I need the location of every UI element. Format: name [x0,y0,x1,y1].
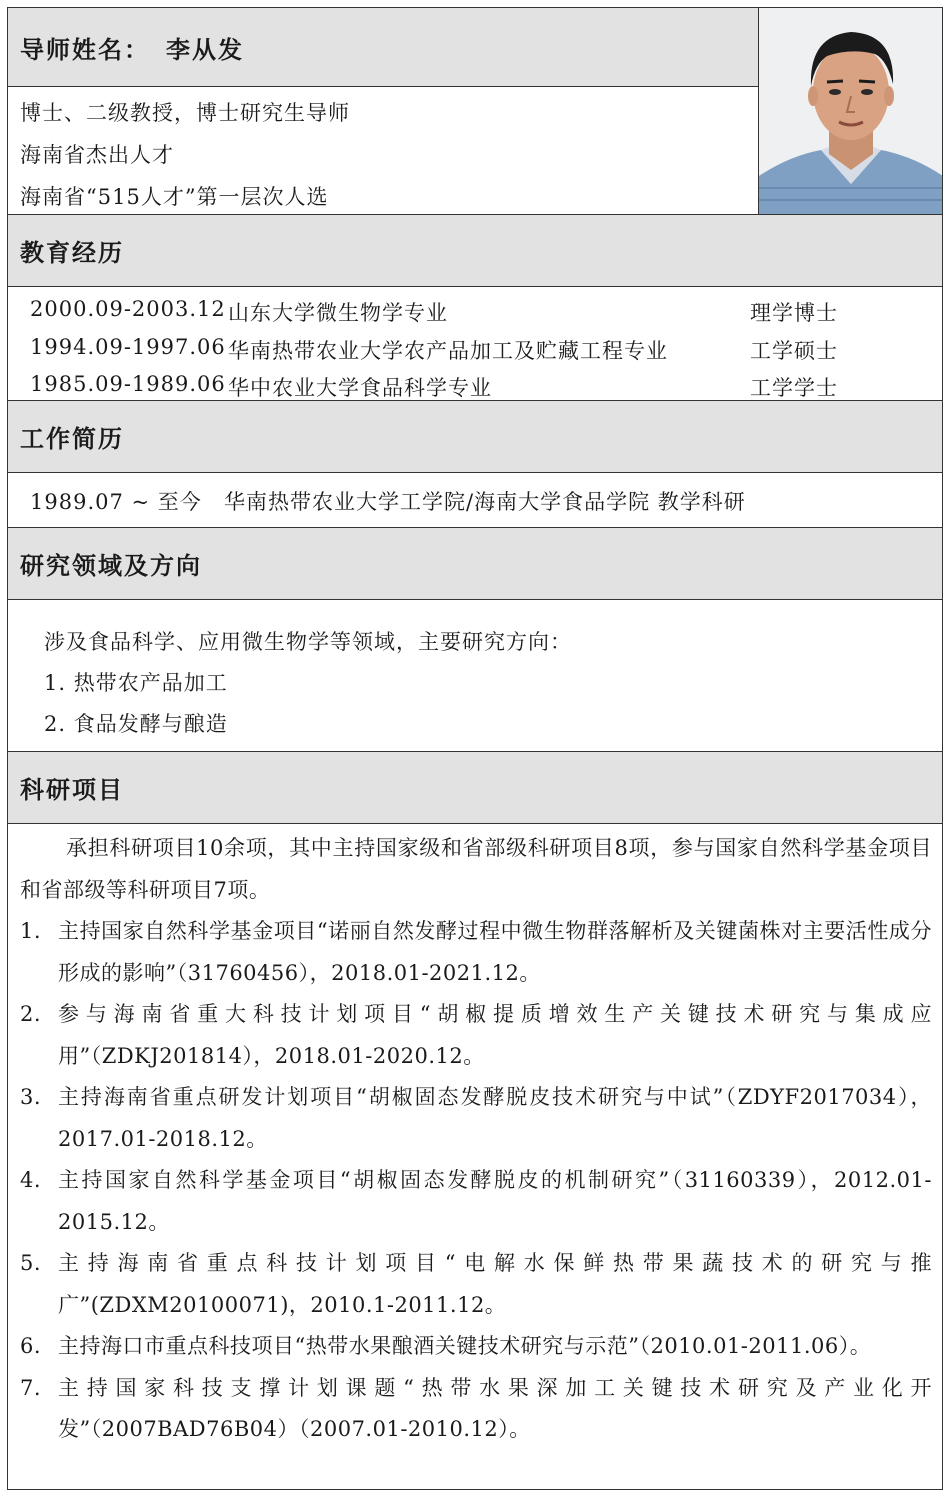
edu-school-2: 华南热带农业大学农产品加工及贮藏工程专业 [228,339,668,363]
item-text: 主持国家自然科学基金项目“诺丽自然发酵过程中微生物群落解析及关键菌株对主要活性成分形成的影响”（31760456），2018.01-2021.12。 [58,919,932,985]
item-number: 2. [20,1002,42,1026]
item-number: 7. [20,1375,42,1400]
item-text: 主持国家自然科学基金项目“胡椒固态发酵脱皮的机制研究”（31160339），2012.01-2015.12。 [58,1168,932,1234]
title-line-2: 海南省杰出人才 [20,143,174,167]
edu-school-3: 华中农业大学食品科学专业 [228,376,492,400]
title-line-3: 海南省“515人才”第一层次人选 [20,185,329,209]
item-text: 参与海南省重大科技计划项目“胡椒提质增效生产关键技术研究与集成应用”（ZDKJ201814），2018.01-2020.12。 [58,1002,932,1068]
list-item [20,1243,932,1326]
projects-heading: 科研项目 [8,751,942,824]
list-item [20,1326,932,1368]
list-item [20,1160,932,1243]
title-line-1: 博士、二级教授，博士研究生导师 [20,101,350,125]
research-item-1: 1. 热带农产品加工 [44,671,228,695]
item-text: 主持国家科技支撑计划课题“热带水果深加工关键技术研究及产业化开发”（2007BAD76B04）（2007.01-2010.12）。 [58,1375,932,1441]
edu-degree-3: 工学学士 [750,376,838,400]
work-place: 华南热带农业大学工学院/海南大学食品学院 教学科研 [224,490,746,514]
item-text: 主持海南省重点科技计划项目“电解水保鲜热带果蔬技术的研究与推广”(ZDXM20100071)，2010.1-2011.12。 [58,1251,932,1317]
edu-degree-2: 工学硕士 [750,339,838,363]
edu-period-3: 1985.09-1989.06 [30,372,226,396]
edu-period-2: 1994.09-1997.06 [30,335,226,359]
item-number: 6. [20,1334,42,1358]
projects-intro: 承担科研项目10余项，其中主持国家级和省部级科研项目8项，参与国家自然科学基金项目和省部级等科研项目7项。 [20,836,932,902]
work-period: 1989.07 ~ 至今 [30,490,202,514]
item-text: 主持海南省重点研发计划项目“胡椒固态发酵脱皮技术研究与中试”（ZDYF2017034），2017.01-2018.12。 [58,1085,932,1151]
item-number: 4. [20,1168,42,1192]
research-intro: 涉及食品科学、应用微生物学等领域，主要研究方向： [44,630,572,654]
edu-school-1: 山东大学微生物学专业 [228,301,448,325]
education-heading: 教育经历 [8,214,942,287]
list-item [20,1077,932,1160]
portrait-icon [759,8,942,214]
item-number: 3. [20,1085,42,1109]
item-text: 主持海口市重点科技项目“热带水果酿酒关键技术研究与示范”（2010.01-2011.06）。 [58,1334,872,1358]
name-value: 李从发 [166,34,244,64]
edu-degree-1: 理学博士 [750,301,838,325]
list-item [20,994,932,1077]
item-number: 5. [20,1251,42,1275]
research-heading: 研究领域及方向 [8,527,942,600]
research-item-2: 2. 食品发酵与酿造 [44,712,228,736]
edu-period-1: 2000.09-2003.12 [30,297,226,321]
name-label: 导师姓名： [20,34,150,64]
portrait-photo [758,8,942,214]
item-number: 1. [20,919,42,943]
cv-sheet [7,7,943,1490]
projects-body [20,828,932,1451]
list-item [20,911,932,994]
work-heading: 工作简历 [8,400,942,473]
list-item [20,1368,932,1451]
name-header [8,8,758,87]
